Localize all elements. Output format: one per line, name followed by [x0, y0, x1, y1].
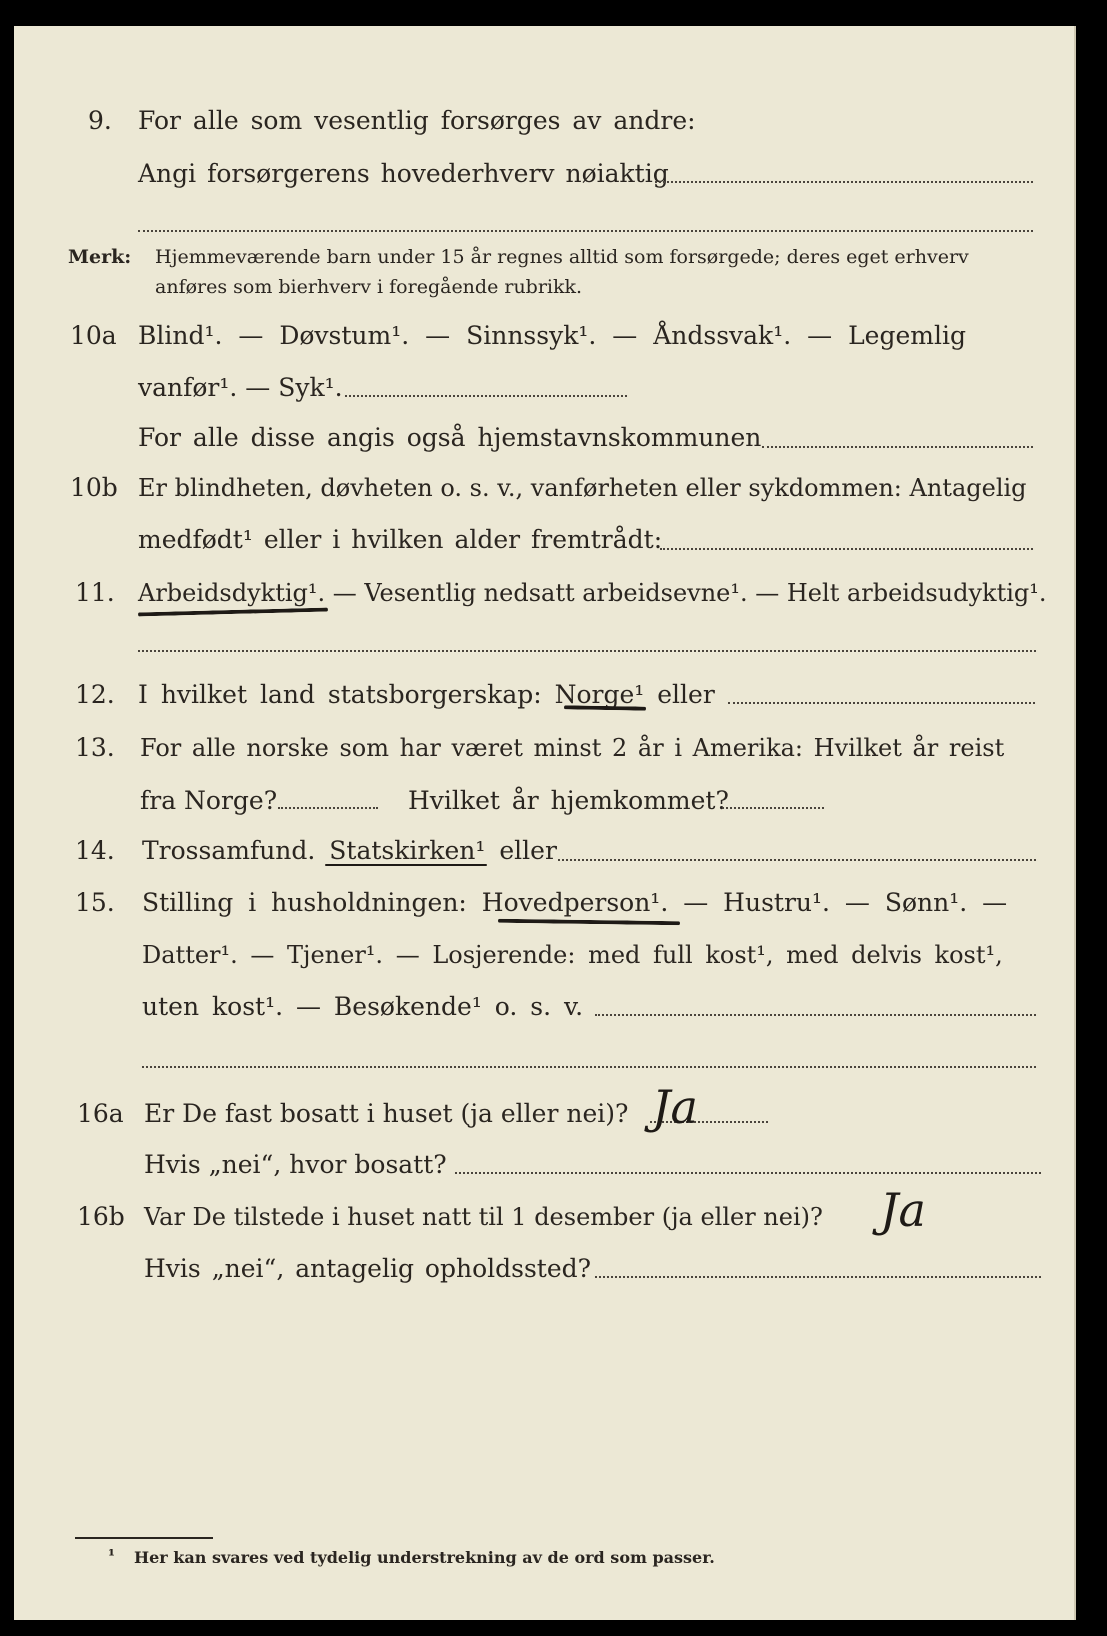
q15-answer-line-2[interactable]	[142, 1066, 1036, 1068]
q16a-bosatt-line[interactable]	[455, 1172, 1041, 1174]
q13-hjemkommet-line[interactable]	[722, 807, 824, 809]
q10a-syk-line[interactable]	[345, 395, 627, 397]
q9-answer-line-2[interactable]	[138, 230, 1033, 232]
q12-answer-line[interactable]	[728, 702, 1035, 704]
q11-number: 11.	[75, 578, 115, 607]
merk-note-line1: Hjemmeværende barn under 15 år regnes alltid som forsørgede; deres eget erhverv	[155, 246, 969, 268]
q15-options: Stilling i husholdningen: Hovedperson¹. — Hustru¹. — Sønn¹. —	[142, 888, 1008, 917]
q16b-opholdssted-line[interactable]	[595, 1276, 1041, 1278]
q13-question: For alle norske som har været minst 2 år i Amerika: Hvilket år reist	[140, 734, 1005, 762]
q16b-question: Var De tilstede i huset natt til 1 desember (ja eller nei)?	[144, 1203, 823, 1231]
q10a-options-2: vanfør¹. — Syk¹.	[138, 373, 343, 402]
q10a-options: Blind¹. — Døvstum¹. — Sinnssyk¹. — Åndssvak¹. — Legemlig	[138, 321, 966, 350]
q9-number: 9.	[88, 106, 112, 135]
footnote-rule	[75, 1537, 213, 1539]
q16b-number: 16b	[77, 1202, 125, 1231]
q9-instruction: Angi forsørgerens hovederhverv nøiaktig	[138, 159, 669, 188]
q9-question: For alle som vesentlig forsørges av andre:	[138, 106, 696, 135]
q15-answer-line[interactable]	[595, 1014, 1036, 1016]
q11-answer-line[interactable]	[138, 650, 1036, 652]
q11-options: Arbeidsdyktig¹. — Vesentlig nedsatt arbeidsevne¹. — Helt arbeidsudyktig¹.	[138, 579, 1047, 607]
q13-hjemkommet-label: Hvilket år hjemkommet?	[408, 786, 729, 815]
q13-number: 13.	[75, 733, 115, 762]
q16b-handwritten-answer: Ja	[880, 1183, 926, 1237]
merk-note-line2: anføres som bierhverv i foregående rubrikk.	[155, 276, 583, 298]
q16a-handwritten-answer: Ja	[652, 1080, 698, 1134]
q10b-number: 10b	[70, 473, 118, 502]
footnote-text: Her kan svares ved tydelig understrekning av de ord som passer.	[134, 1548, 715, 1567]
q13-reist-line[interactable]	[278, 807, 378, 809]
q12-number: 12.	[75, 680, 115, 709]
q16a-question: Er De fast bosatt i huset (ja eller nei)?	[144, 1099, 629, 1128]
q12-question: I hvilket land statsborgerskap: Norge¹ eller	[138, 680, 715, 709]
q10b-question-2: medfødt¹ eller i hvilken alder fremtrådt:	[138, 525, 663, 554]
q15-options-3: uten kost¹. — Besøkende¹ o. s. v.	[142, 992, 584, 1021]
merk-label: Merk:	[68, 246, 132, 268]
q14-underline-statskirken	[325, 864, 487, 866]
q14-answer-line[interactable]	[558, 859, 1036, 861]
footnote-mark: ¹	[108, 1546, 116, 1565]
q10a-kommune-question: For alle disse angis også hjemstavnskommunen	[138, 423, 762, 452]
q16a-number: 16a	[77, 1099, 124, 1128]
q10a-number: 10a	[70, 321, 117, 350]
q14-number: 14.	[75, 836, 115, 865]
q14-question: Trossamfund. Statskirken¹ eller	[142, 836, 557, 865]
q15-number: 15.	[75, 888, 115, 917]
q10b-answer-line[interactable]	[660, 548, 1033, 550]
q16a-bosatt-question: Hvis „nei“, hvor bosatt?	[144, 1150, 447, 1179]
q16b-opholdssted-question: Hvis „nei“, antagelig opholdssted?	[144, 1254, 592, 1283]
q10a-kommune-line[interactable]	[762, 446, 1033, 448]
q9-answer-line[interactable]	[655, 181, 1033, 183]
q15-options-2: Datter¹. — Tjener¹. — Losjerende: med full kost¹, med delvis kost¹,	[142, 941, 1003, 969]
q10b-question: Er blindheten, døvheten o. s. v., vanførheten eller sykdommen: Antagelig	[138, 474, 1027, 502]
q13-reist-label: fra Norge?	[140, 786, 278, 815]
